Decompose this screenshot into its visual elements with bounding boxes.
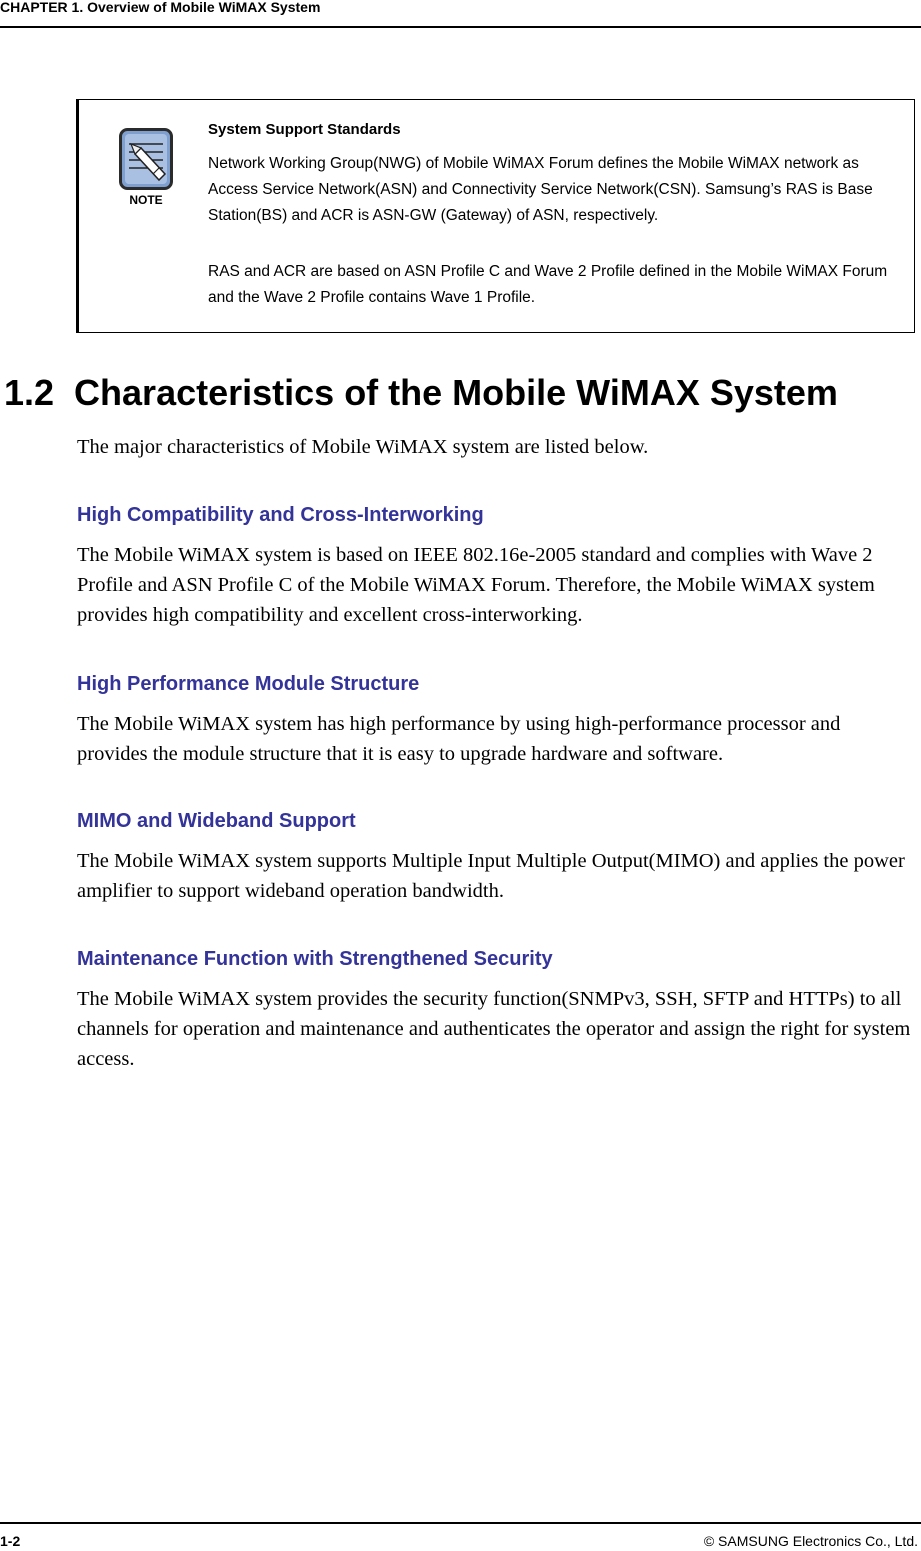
section-number: 1.2 (4, 372, 55, 413)
subheading-mimo: MIMO and Wideband Support (77, 810, 356, 832)
note-title: System Support Standards (208, 121, 401, 138)
section-intro: The major characteristics of Mobile WiMAX system are listed below. (77, 436, 649, 458)
subheading-performance: High Performance Module Structure (77, 673, 420, 695)
subheading-security: Maintenance Function with Strengthened Security (77, 948, 553, 970)
section-heading (4, 372, 838, 413)
note-paragraph: RAS and ACR are based on ASN Profile C and Wave 2 Profile defined in the Mobile WiMAX Forum and the Wave 2 Profile contains Wave 1 Profile. (208, 263, 888, 306)
copyright-notice: © SAMSUNG Electronics Co., Ltd. (703, 1533, 918, 1549)
header-divider (0, 26, 921, 28)
note-icon-label: NOTE (129, 193, 163, 207)
paragraph-compatibility: The Mobile WiMAX system is based on IEEE 802.16e-2005 standard and complies with Wave 2 Profile and ASN Profile C of the Mobile WiMAX Forum. Therefore, the Mobile WiMAX system provides high compatibility and excellent cross-interworking. (77, 544, 875, 626)
subheading-compatibility: High Compatibility and Cross-Interworking (77, 504, 484, 526)
paragraph-performance: The Mobile WiMAX system has high performance by using high-performance processor and provides the module structure that it is easy to upgrade hardware and software. (77, 713, 841, 765)
paragraph-mimo: The Mobile WiMAX system supports Multiple Input Multiple Output(MIMO) and applies the power amplifier to support wideband operation bandwidth. (77, 850, 905, 902)
section-title: Characteristics of the Mobile WiMAX System (74, 372, 838, 413)
paragraph-security: The Mobile WiMAX system provides the security function(SNMPv3, SSH, SFTP and HTTPs) to all channels for operation and maintenance and authenticates the operator and assign the right for system access. (77, 988, 911, 1070)
note-paragraph: Network Working Group(NWG) of Mobile WiMAX Forum defines the Mobile WiMAX network as Access Service Network(ASN) and Connectivity Service Network(CSN). Samsung’s RAS is Base Station(BS) and ACR is ASN-GW (Gateway) of ASN, respectively. (208, 155, 873, 224)
chapter-header-title: CHAPTER 1. Overview of Mobile WiMAX System (0, 0, 321, 15)
note-box (76, 99, 915, 333)
page-number: 1-2 (0, 1533, 21, 1549)
note-pencil-icon (119, 128, 173, 208)
footer-divider (0, 1522, 921, 1524)
